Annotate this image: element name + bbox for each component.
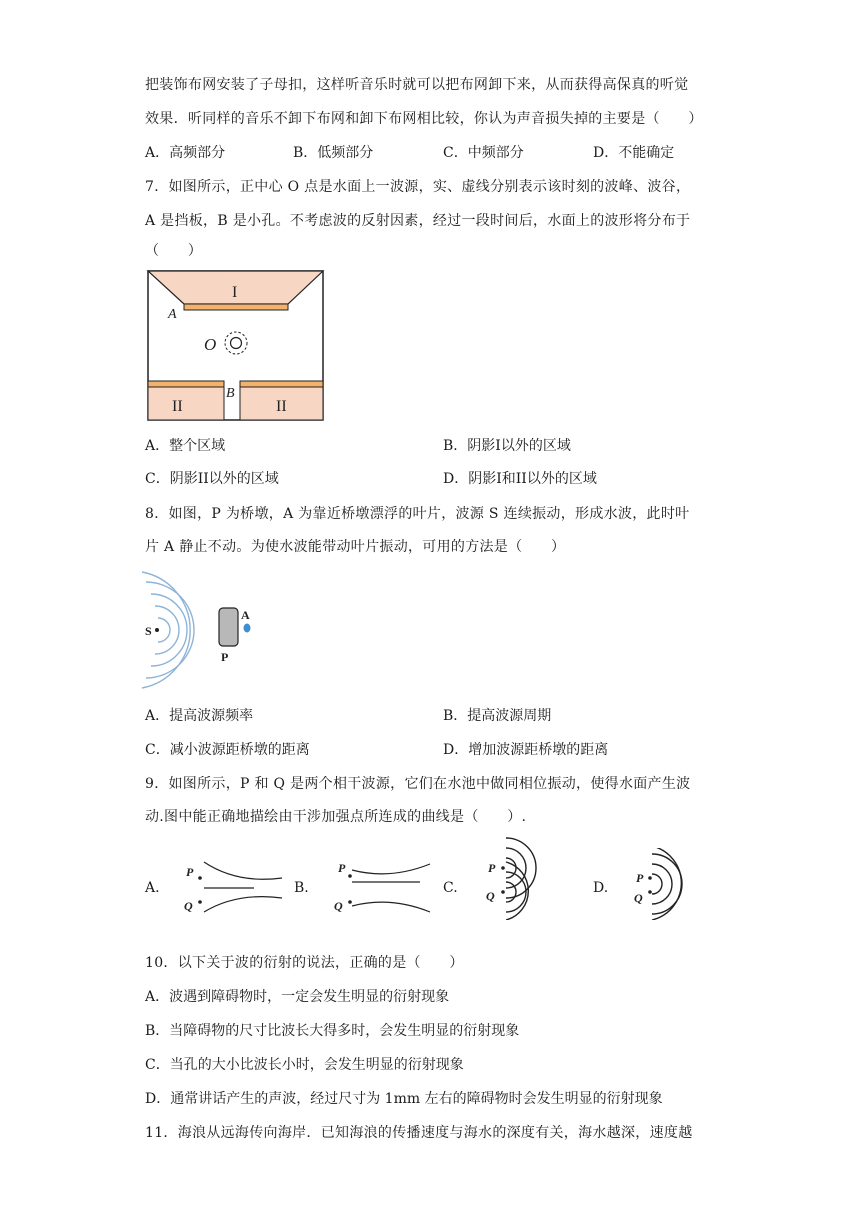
- q10-option-d[interactable]: D．通常讲话产生的声波，经过尺寸为 1mm 左右的障碍物时会发生明显的衍射现象: [145, 1091, 663, 1107]
- q8-option-b[interactable]: B．提高波源周期: [443, 708, 552, 724]
- q9-b-label-Q: Q: [334, 899, 343, 913]
- q7-stem-line-2: A 是挡板，B 是小孔。不考虑波的反射因素，经过一段时间后，水面上的波形将分布于: [145, 213, 691, 229]
- q9-option-c-label[interactable]: C.: [443, 880, 458, 896]
- q7-stem-line-3: （ ）: [145, 243, 203, 259]
- q6-stem-line-1: 把装饰布网安装了子母扣，这样听音乐时就可以把布网卸下来，从而获得高保真的听觉: [145, 77, 689, 93]
- q10-option-b[interactable]: B．当障碍物的尺寸比波长大得多时，会发生明显的衍射现象: [145, 1023, 520, 1039]
- q9-option-b-label[interactable]: B.: [294, 880, 309, 896]
- q10-stem: 10．以下关于波的衍射的说法，正确的是（ ）: [145, 955, 464, 971]
- q10-option-a[interactable]: A．波遇到障碍物时，一定会发生明显的衍射现象: [145, 989, 450, 1005]
- q9-stem-line-2: 动.图中能正确地描绘由干涉加强点所连成的曲线是（ ）.: [145, 809, 527, 825]
- q9-b-label-P: P: [338, 861, 346, 875]
- q9-d-label-P: P: [636, 871, 644, 885]
- q6-option-b[interactable]: B．低频部分: [293, 145, 374, 161]
- q8-label-P: P: [221, 650, 229, 664]
- q8-leaf: [244, 624, 251, 633]
- q8-option-a[interactable]: A．提高波源频率: [145, 708, 254, 724]
- q7-option-c[interactable]: C．阴影II以外的区域: [145, 471, 279, 487]
- q9-a-label-P: P: [186, 865, 194, 879]
- q9-stem-line-1: 9．如图所示，P 和 Q 是两个相干波源，它们在水池中做同相位振动，使得水面产生波: [145, 776, 691, 792]
- q7-label-II-left: II: [172, 398, 183, 415]
- q8-label-S: S: [145, 624, 152, 638]
- q8-label-A: A: [241, 608, 250, 622]
- q8-pier: [219, 608, 238, 646]
- q7-label-II-right: II: [276, 398, 287, 415]
- q7-option-d[interactable]: D．阴影I和II以外的区域: [443, 471, 597, 487]
- q11-stem-line-1: 11．海浪从远海传向海岸．已知海浪的传播速度与海水的深度有关，海水越深，速度越: [145, 1125, 693, 1141]
- q6-stem-line-2: 效果．听同样的音乐不卸下布网和卸下布网相比较，你认为声音损失掉的主要是（ ）: [145, 111, 703, 127]
- q9-d-label-Q: Q: [634, 891, 643, 905]
- q7-stem-line-1: 7．如图所示，正中心 O 点是水面上一波源，实、虚线分别表示该时刻的波峰、波谷，: [145, 179, 691, 195]
- q8-option-c[interactable]: C．减小波源距桥墩的距离: [145, 742, 310, 758]
- q7-barrier-right: [240, 381, 323, 387]
- q7-figure: [140, 266, 330, 426]
- q9-option-b-figure[interactable]: [330, 858, 440, 918]
- q7-option-a[interactable]: A．整个区域: [145, 438, 226, 454]
- q8-stem-line-1: 8．如图，P 为桥墩，A 为靠近桥墩漂浮的叶片，波源 S 连续振动，形成水波，此时叶: [145, 506, 690, 522]
- q9-option-a-label[interactable]: A.: [145, 880, 160, 896]
- q9-option-d-figure[interactable]: [628, 848, 698, 920]
- q9-option-d-label[interactable]: D.: [593, 880, 609, 896]
- q9-option-c-figure[interactable]: [478, 836, 548, 920]
- q7-barrier-left: [148, 381, 224, 387]
- q9-option-a-figure[interactable]: [182, 858, 292, 918]
- q8-source-dot: [155, 628, 159, 632]
- q9-c-label-Q: Q: [486, 889, 495, 903]
- q8-stem-line-2: 片 A 静止不动。为使水波能带动叶片振动，可用的方法是（ ）: [145, 539, 566, 555]
- q7-option-b[interactable]: B．阴影I以外的区域: [443, 438, 571, 454]
- q9-c-label-P: P: [488, 861, 496, 875]
- q6-option-d[interactable]: D．不能确定: [593, 145, 675, 161]
- q8-option-d[interactable]: D．增加波源距桥墩的距离: [443, 742, 609, 758]
- q7-barrier-a: [184, 304, 288, 310]
- q7-label-I: I: [232, 284, 238, 301]
- q7-label-A: A: [168, 307, 177, 322]
- q6-option-c[interactable]: C．中频部分: [443, 145, 524, 161]
- q7-label-O: O: [204, 335, 217, 354]
- q6-option-a[interactable]: A．高频部分: [145, 145, 226, 161]
- q7-region-II-left: [148, 387, 224, 420]
- q9-a-label-Q: Q: [184, 899, 193, 913]
- q10-option-c[interactable]: C．当孔的大小比波长小时，会发生明显的衍射现象: [145, 1057, 464, 1073]
- q7-label-B: B: [226, 386, 235, 401]
- q8-figure: [140, 568, 270, 693]
